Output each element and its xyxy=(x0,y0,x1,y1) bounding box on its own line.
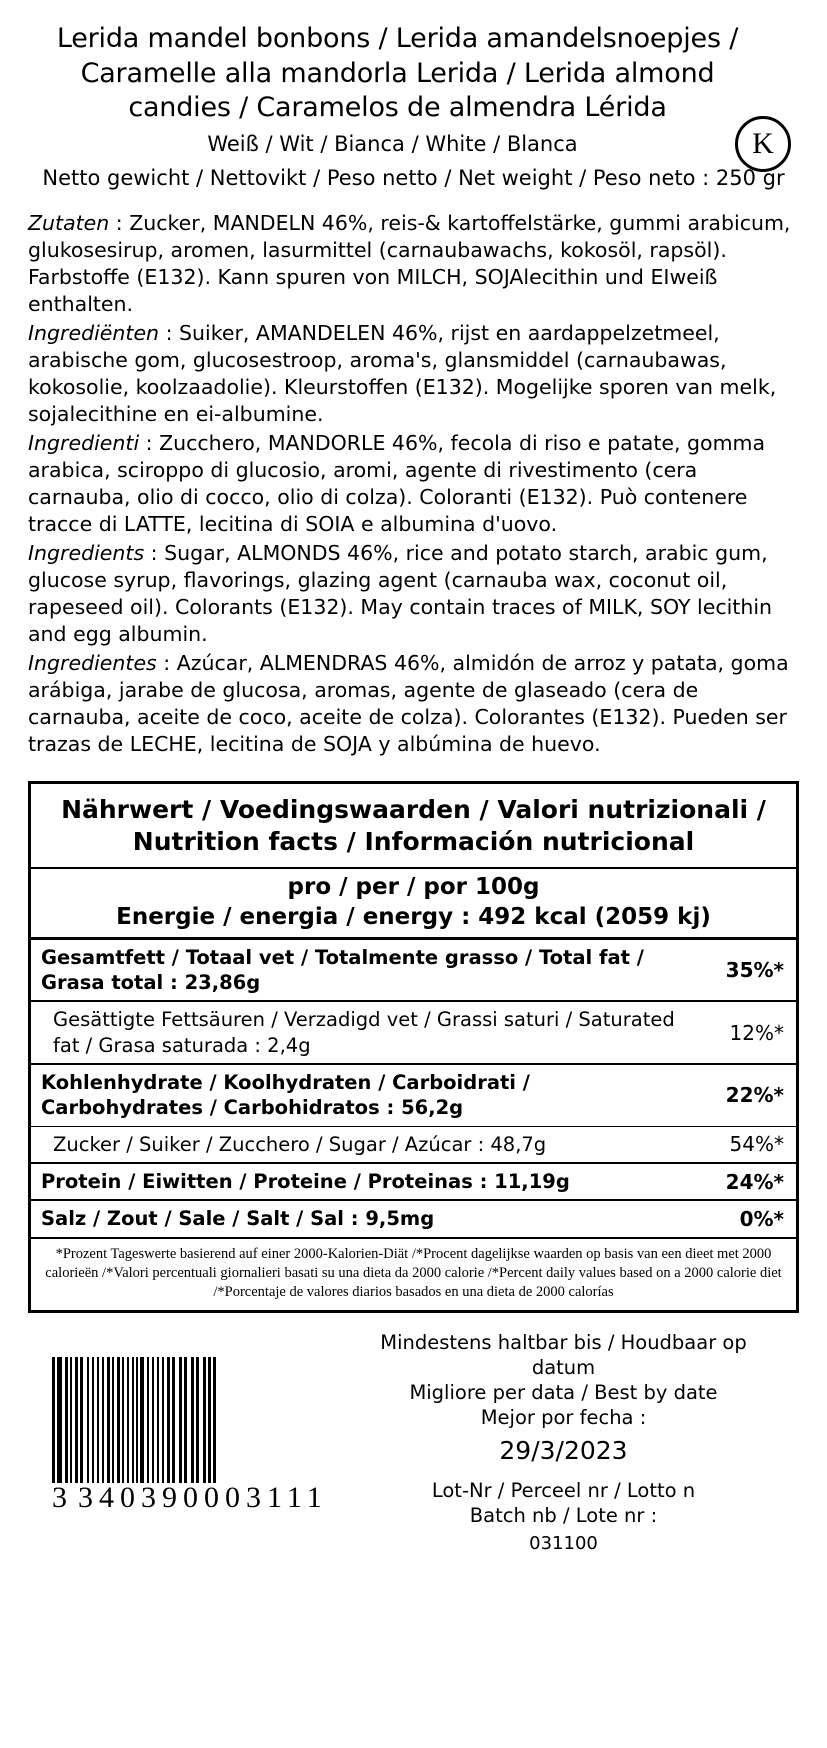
nutrient-label: Protein / Eiwitten / Proteine / Proteinas : 11,19g xyxy=(41,1170,570,1194)
nutrient-percent: 54%* xyxy=(729,1132,784,1157)
kosher-certification-icon: K xyxy=(735,116,791,172)
table-row xyxy=(31,1201,796,1238)
best-by-label-es: Mejor por fecha : xyxy=(480,1405,647,1429)
barcode-left-digits: 340390 xyxy=(78,1481,204,1515)
ingredients-label-en: Ingredients xyxy=(28,540,145,565)
ingredients-separator: : xyxy=(156,650,177,675)
net-weight: Netto gewicht / Nettovikt / Peso netto / Net weight / Peso neto : 250 gr xyxy=(42,165,785,190)
nutrition-footnote: *Prozent Tageswerte basierend auf einer 2000-Kalorien-Diät /*Procent dagelijkse waarden op basis van een dieet met 2000 calorieën /*Valori percentuali giornalieri basati su una dieta da 2000 calorie /*Percent daily values based on a 2000 calorie diet /*Porcentaje de valores diarios basados en una dieta de 2000 calorías xyxy=(45,1245,782,1300)
table-row xyxy=(31,1002,796,1065)
bottom-section xyxy=(28,1331,799,1555)
nutrient-label: Kohlenhydrate / Koolhydraten / Carboidrati / Carbohydrates / Carbohidratos : 56,2g xyxy=(41,1071,530,1120)
nutrient-label: Salz / Zout / Sale / Salt / Sal : 9,5mg xyxy=(41,1207,435,1231)
ingredients-text-es: Azúcar, ALMENDRAS 46%, almidón de arroz y patata, goma arábiga, jarabe de glucosa, aromas, agente de glaseado (cera de carnauba, aceite de coco, aceite de colza). Colorantes (E132). Pueden ser trazas de LECHE, lecitina de SOJA y albúmina de huevo. xyxy=(28,650,789,757)
lot-label-2: Batch nb / Lote nr : xyxy=(469,1503,658,1527)
ingredients-separator: : xyxy=(139,430,160,455)
ingredients-block xyxy=(28,430,799,539)
ingredients-separator: : xyxy=(144,540,165,565)
lot-number: 031100 xyxy=(529,1532,598,1554)
nutrient-percent: 12%* xyxy=(729,1020,784,1045)
table-row xyxy=(31,940,796,1003)
table-row xyxy=(31,1164,796,1201)
barcode-lead-digit: 3 xyxy=(52,1481,70,1515)
ingredients-block xyxy=(28,320,799,429)
ingredients-label-es: Ingredientes xyxy=(28,650,157,675)
nutrient-percent: 24%* xyxy=(725,1169,784,1194)
table-row xyxy=(31,1127,796,1164)
ingredients-text-it: Zucchero, MANDORLE 46%, fecola di riso e patate, gomma arabica, sciroppo di glucosio, aromi, agente di rivestimento (cera carnauba, olio di cocco, olio di colza). Coloranti (E132). Può contenere tracce di LATTE, lecitina di SOIA e albumina d'uovo. xyxy=(28,430,766,537)
nutrient-percent: 0%* xyxy=(739,1207,784,1232)
ingredients-text-de: Zucker, MANDELN 46%, reis-& kartoffelstärke, gummi arabicum, glukosesirup, aromen, lasurmittel (carnaubawachs, kokosöl, rapsöl). Farbstoffe (E132). Kann spuren von MILCH, SOJAlecithin und EIweiß enthalten. xyxy=(28,210,791,317)
ingredients-separator: : xyxy=(159,320,180,345)
nutrient-percent: 35%* xyxy=(725,957,784,982)
ingredients-separator: : xyxy=(109,210,130,235)
best-by-label-it-en: Migliore per data / Best by date xyxy=(409,1381,718,1405)
best-by-label-de-nl: Mindestens haltbar bis / Houdbaar op datum xyxy=(380,1331,747,1380)
nutrient-label: Gesamtfett / Totaal vet / Totalmente grasso / Total fat / Grasa total : 23,86g xyxy=(41,945,644,994)
nutrient-label: Zucker / Suiker / Zucchero / Sugar / Azúcar : 48,7g xyxy=(53,1132,547,1156)
best-by-date: 29/3/2023 xyxy=(499,1435,628,1465)
nutrition-facts-table xyxy=(28,781,799,1313)
nutrition-energy: Energie / energia / energy : 492 kcal (2059 kj) xyxy=(31,902,796,940)
product-title: Lerida mandel bonbons / Lerida amandelsnoepjes / Caramelle alla mandorla Lerida / Lerida almond candies / Caramelos de almendra Lérida xyxy=(56,23,739,124)
ingredients-block xyxy=(28,210,799,319)
ingredients-section xyxy=(28,210,799,759)
product-variant: Weiß / Wit / Bianca / White / Blanca xyxy=(207,131,578,156)
lot-label-1: Lot-Nr / Perceel nr / Lotto n xyxy=(431,1478,696,1502)
table-row xyxy=(31,1065,796,1127)
nutrient-label: Gesättigte Fettsäuren / Verzadigd vet / Grassi saturi / Saturated fat / Grasa saturada : 2,4g xyxy=(53,1008,675,1057)
barcode-bars xyxy=(52,1357,358,1483)
barcode-right-digits: 003111 xyxy=(204,1481,328,1515)
ingredients-text-nl: Suiker, AMANDELEN 46%, rijst en aardappelzetmeel, arabische gom, glucosestroop, aroma's, glansmiddel (carnaubawas, kokosolie, koolzaadolie). Kleurstoffen (E132). Mogelijke sporen van melk, sojalecithine en ei-albumine. xyxy=(28,320,777,427)
ingredients-block xyxy=(28,650,799,759)
ingredients-text-en: Sugar, ALMONDS 46%, rice and potato starch, arabic gum, glucose syrup, flavorings, glazing agent (carnauba wax, coconut oil, rapeseed oil). Colorants (E132). May contain traces of MILK, SOY lecithin and egg albumin. xyxy=(28,540,773,647)
date-block xyxy=(358,1331,799,1555)
ingredients-label-de: Zutaten xyxy=(28,210,110,235)
ingredients-label-nl: Ingrediënten xyxy=(28,320,160,345)
nutrition-heading: Nährwert / Voedingswaarden / Valori nutrizionali / Nutrition facts / Información nutricional xyxy=(31,784,796,869)
nutrient-percent: 22%* xyxy=(725,1083,784,1108)
ingredients-label-it: Ingredienti xyxy=(28,430,140,455)
barcode xyxy=(28,1331,358,1515)
nutrition-serving-size: pro / per / por 100g xyxy=(287,873,540,900)
barcode-digits xyxy=(52,1481,358,1515)
ingredients-block xyxy=(28,540,799,649)
